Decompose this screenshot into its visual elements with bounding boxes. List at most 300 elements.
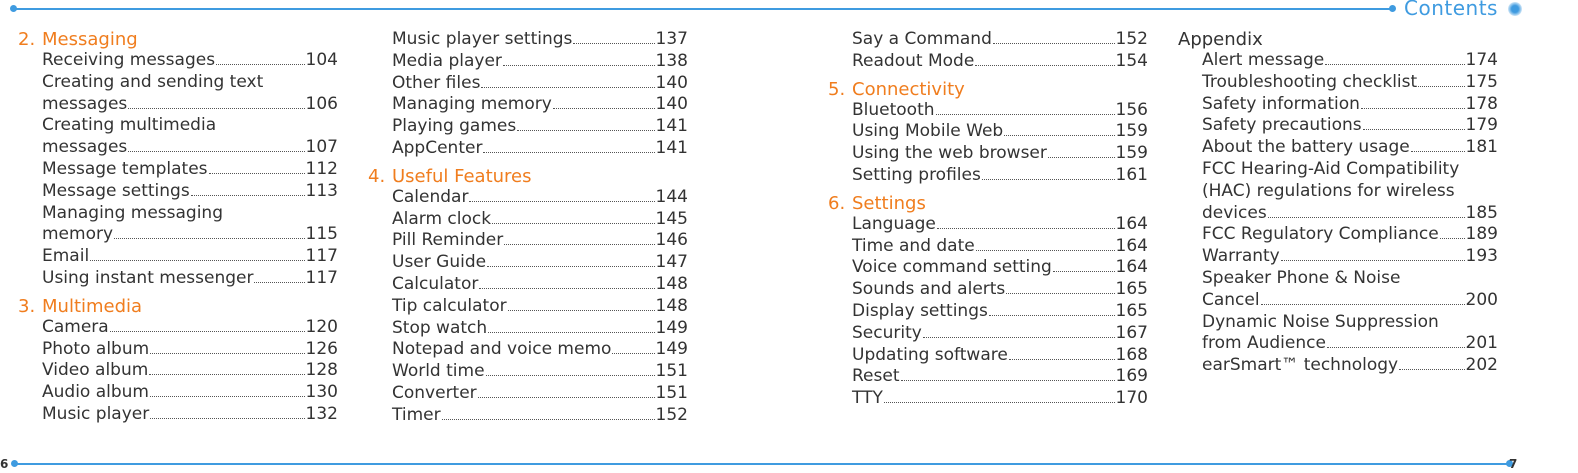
toc-entry-page: 145 (655, 208, 688, 229)
dot-leader (982, 179, 1115, 180)
toc-entry-page: 115 (305, 224, 338, 245)
toc-entry-row (1202, 290, 1498, 312)
toc-entry-label: Setting profiles (852, 164, 981, 185)
section-entries (852, 29, 1148, 73)
toc-entry-label: Music player (42, 403, 150, 424)
toc-entry-label: Notepad and voice memo (392, 339, 612, 360)
toc-section (368, 166, 688, 427)
footer-rule-dot-left (11, 460, 18, 467)
section-entries (42, 50, 338, 290)
toc-entry-page: 152 (655, 404, 688, 425)
dot-leader (110, 331, 305, 332)
dot-leader (1361, 108, 1465, 109)
toc-entry-label: Music player settings (392, 29, 573, 49)
toc-entry[interactable] (392, 230, 688, 252)
toc-entry[interactable] (852, 236, 1148, 258)
toc-entry[interactable] (392, 29, 688, 51)
toc-section (368, 29, 688, 160)
dot-leader (936, 114, 1115, 115)
toc-entry-row (1202, 72, 1498, 94)
toc-entry[interactable] (852, 257, 1148, 279)
dot-leader (923, 337, 1115, 338)
toc-entry-page: 106 (305, 93, 338, 114)
toc-entry-page: 164 (1115, 213, 1148, 234)
section-number: 5. (828, 78, 846, 100)
toc-entry[interactable] (392, 187, 688, 209)
toc-entry-label: Alert message (1202, 50, 1325, 70)
section-heading[interactable] (828, 193, 1148, 214)
toc-entry-row (392, 405, 688, 427)
section-entries (392, 29, 688, 160)
toc-entry-row (392, 361, 688, 383)
toc-entry[interactable] (42, 181, 338, 203)
toc-entry-label: Calculator (392, 273, 479, 294)
toc-entry-label: memory (42, 224, 114, 245)
toc-entry[interactable] (852, 100, 1148, 122)
toc-entry[interactable] (392, 138, 688, 160)
toc-entry-row (392, 230, 688, 252)
toc-entry-row (392, 51, 688, 73)
toc-section (18, 296, 338, 426)
toc-entry-row (392, 94, 688, 116)
toc-entry-row (42, 181, 338, 203)
toc-entry-page: 151 (655, 382, 688, 403)
toc-entry-label: Time and date (852, 235, 975, 256)
dot-leader (150, 396, 305, 397)
toc-entry[interactable] (852, 301, 1148, 323)
toc-entry-page: 159 (1115, 121, 1148, 142)
toc-entry-row (852, 51, 1148, 73)
toc-entry-row (852, 301, 1148, 323)
toc-entry-page: 138 (655, 50, 688, 71)
toc-entry-label: World time (392, 361, 485, 382)
section-title: Appendix (1178, 29, 1263, 50)
toc-entry-page: 178 (1465, 93, 1498, 114)
dot-leader (573, 43, 654, 44)
section-entries (852, 100, 1148, 187)
toc-entry[interactable] (42, 203, 338, 247)
section-title: Multimedia (42, 295, 143, 317)
toc-entry-label: AppCenter (392, 137, 483, 158)
toc-entry-row (1202, 115, 1498, 137)
toc-entry-page: 165 (1115, 279, 1148, 300)
toc-entry-row (42, 94, 338, 116)
toc-entry-label: Reset (852, 366, 900, 387)
toc-entry[interactable] (1202, 355, 1498, 377)
toc-entry-label: Updating software (852, 344, 1008, 365)
dot-leader (128, 151, 304, 152)
toc-entry-text-line: Dynamic Noise Suppression (1202, 311, 1439, 332)
toc-entry-page: 167 (1115, 322, 1148, 343)
toc-entry-row (1202, 50, 1498, 72)
toc-entry[interactable] (42, 268, 338, 290)
toc-entry-text-line: Speaker Phone & Noise (1202, 267, 1401, 288)
toc-entry-page: 170 (1115, 388, 1148, 409)
toc-entry-row (42, 404, 338, 426)
dot-leader (1004, 135, 1114, 136)
toc-entry-row (42, 137, 338, 159)
toc-entry-text-line: (HAC) regulations for wireless (1202, 180, 1455, 201)
toc-entry-page: 140 (655, 94, 688, 115)
dot-leader (553, 108, 655, 109)
dot-leader (469, 201, 654, 202)
dot-leader (191, 195, 305, 196)
header-rule-dot-left (10, 5, 17, 12)
toc-entry[interactable] (392, 116, 688, 138)
toc-entry-row (392, 138, 688, 160)
dot-leader (612, 353, 654, 354)
toc-entry[interactable] (852, 345, 1148, 367)
toc-entry-label: Playing games (392, 116, 517, 137)
toc-entry-label: earSmart™ technology (1202, 355, 1399, 376)
toc-entry[interactable] (42, 404, 338, 426)
toc-entry-row (42, 339, 338, 361)
toc-entry-label: Photo album (42, 338, 150, 359)
toc-column-2 (368, 29, 688, 433)
toc-entry-label: Voice command setting (852, 257, 1052, 278)
toc-entry-page: 154 (1115, 50, 1148, 71)
section-heading[interactable] (1178, 29, 1498, 50)
toc-entry[interactable] (1202, 115, 1498, 137)
toc-entry-page: 164 (1115, 257, 1148, 278)
dot-leader (209, 173, 305, 174)
page-title: Contents (1404, 0, 1498, 20)
toc-entry-page: 201 (1465, 333, 1498, 354)
toc-entry-row (852, 279, 1148, 301)
toc-entry-label: Managing memory (392, 94, 552, 115)
dot-leader (517, 130, 654, 131)
toc-entry-label: Safety precautions (1202, 115, 1362, 136)
dot-leader (503, 65, 655, 66)
toc-entry-label: Message templates (42, 158, 208, 179)
toc-entry-label: Video album (42, 360, 149, 381)
toc-entry-label: Display settings (852, 300, 988, 321)
section-number: 2. (18, 29, 36, 50)
section-entries (1202, 50, 1498, 377)
toc-entry-page: 149 (655, 317, 688, 338)
toc-entry-row (392, 383, 688, 405)
title-glow-icon (1508, 2, 1522, 16)
dot-leader (1363, 129, 1465, 130)
toc-entry-row (392, 339, 688, 361)
toc-entry-label: Camera (42, 316, 109, 337)
section-number: 6. (828, 192, 846, 214)
dot-leader (442, 419, 655, 420)
toc-entry-label: Safety information (1202, 93, 1360, 114)
toc-entry-page: 113 (305, 180, 338, 201)
toc-entry-row (42, 224, 338, 246)
toc-entry[interactable] (852, 366, 1148, 388)
toc-entry[interactable] (392, 361, 688, 383)
dot-leader (884, 402, 1115, 403)
dot-leader (504, 244, 654, 245)
toc-entry-page: 117 (305, 267, 338, 288)
toc-section (828, 193, 1148, 410)
dot-leader (481, 87, 654, 88)
dot-leader (128, 108, 304, 109)
toc-entry-page: 104 (305, 50, 338, 70)
toc-entry-page: 126 (305, 338, 338, 359)
toc-entry-label: Stop watch (392, 317, 488, 338)
toc-entry-row (392, 116, 688, 138)
toc-entry-page: 130 (305, 382, 338, 403)
dot-leader (993, 43, 1115, 44)
header-rule (12, 8, 1392, 10)
toc-entry-text-line: Managing messaging (42, 202, 223, 223)
toc-entry[interactable] (1202, 50, 1498, 72)
toc-entry[interactable] (392, 73, 688, 95)
toc-entry-page: 148 (655, 273, 688, 294)
dot-leader (483, 152, 654, 153)
toc-entry-row (1202, 137, 1498, 159)
toc-entry-page: 120 (305, 316, 338, 337)
toc-entry-row (42, 50, 338, 72)
dot-leader (149, 374, 304, 375)
toc-section (828, 79, 1148, 187)
toc-entry-row (852, 257, 1148, 279)
toc-entry-page: 168 (1115, 344, 1148, 365)
dot-leader (492, 223, 654, 224)
toc-entry-row (42, 382, 338, 404)
toc-entry-row (392, 73, 688, 95)
toc-entry[interactable] (392, 274, 688, 296)
toc-entry-row (392, 296, 688, 318)
toc-entry[interactable] (852, 214, 1148, 236)
toc-entry-row (1202, 94, 1498, 116)
toc-entry-row (852, 366, 1148, 388)
toc-entry[interactable] (42, 50, 338, 72)
header-rule-dot-right (1389, 5, 1396, 12)
toc-entry[interactable] (852, 323, 1148, 345)
toc-entry[interactable] (392, 318, 688, 340)
toc-entry-row (1202, 355, 1498, 377)
toc-entry-page: 146 (655, 230, 688, 251)
toc-entry-row (42, 268, 338, 290)
toc-entry-page: 189 (1465, 224, 1498, 245)
dot-leader (1009, 359, 1115, 360)
dot-leader (1006, 293, 1114, 294)
toc-column-1 (18, 29, 338, 432)
toc-entry[interactable] (392, 405, 688, 427)
toc-entry-page: 174 (1465, 50, 1498, 70)
toc-entry-row (392, 274, 688, 296)
toc-entry[interactable] (852, 279, 1148, 301)
section-entries (42, 317, 338, 426)
toc-entry-page: 107 (305, 137, 338, 158)
toc-entry-row (1202, 246, 1498, 268)
toc-entry-row (392, 29, 688, 51)
dot-leader (976, 250, 1115, 251)
section-heading[interactable] (828, 79, 1148, 100)
section-title: Useful Features (392, 165, 532, 187)
dot-leader (1261, 304, 1465, 305)
dot-leader (989, 315, 1115, 316)
toc-entry[interactable] (852, 388, 1148, 410)
toc-entry-label: messages (42, 137, 128, 158)
toc-entry[interactable] (1202, 137, 1498, 159)
toc-entry-page: 165 (1115, 300, 1148, 321)
toc-entry-label: Using the web browser (852, 143, 1047, 164)
toc-entry-label: Pill Reminder (392, 230, 504, 251)
toc-entry-page: 161 (1115, 164, 1148, 185)
toc-entry[interactable] (1202, 246, 1498, 268)
toc-entry-row (392, 187, 688, 209)
toc-entry[interactable] (392, 94, 688, 116)
toc-entry-row (1202, 224, 1498, 246)
toc-entry-label: TTY (852, 388, 883, 409)
dot-leader (1268, 217, 1465, 218)
toc-entry[interactable] (392, 339, 688, 361)
toc-entry[interactable] (392, 383, 688, 405)
section-number: 3. (18, 295, 36, 317)
toc-entry-row (42, 317, 338, 339)
toc-entry-row (852, 29, 1148, 51)
toc-entry[interactable] (1202, 72, 1498, 94)
toc-entry-label: FCC Regulatory Compliance (1202, 224, 1439, 245)
toc-entry[interactable] (392, 51, 688, 73)
toc-entry-page: 179 (1465, 115, 1498, 136)
toc-entry-row (42, 246, 338, 268)
toc-entry[interactable] (42, 246, 338, 268)
toc-entry-row (852, 165, 1148, 187)
toc-entry[interactable] (42, 115, 338, 159)
section-entries (392, 187, 688, 427)
dot-leader (114, 238, 305, 239)
toc-entry[interactable] (42, 339, 338, 361)
toc-entry-page: 128 (305, 360, 338, 381)
dot-leader (150, 353, 304, 354)
toc-entry[interactable] (42, 360, 338, 382)
toc-entry-label: Converter (392, 382, 477, 403)
toc-entry[interactable] (42, 382, 338, 404)
toc-entry[interactable] (392, 209, 688, 231)
toc-entry-label: Receiving messages (42, 50, 216, 70)
toc-entry-label: Warranty (1202, 246, 1280, 267)
toc-entry-page: 140 (655, 72, 688, 93)
toc-entry[interactable] (392, 296, 688, 318)
toc-entry-label: devices (1202, 202, 1267, 223)
toc-column-3 (828, 29, 1148, 416)
toc-entry-page: 141 (655, 137, 688, 158)
toc-entry-label: Alarm clock (392, 208, 492, 229)
toc-entry-row (392, 252, 688, 274)
section-heading[interactable] (18, 29, 338, 50)
dot-leader (975, 65, 1114, 66)
dot-leader (1440, 238, 1465, 239)
toc-entry[interactable] (392, 252, 688, 274)
section-entries (852, 214, 1148, 410)
dot-leader (1327, 347, 1465, 348)
toc-entry-page: 152 (1115, 29, 1148, 49)
toc-entry-text-line: Creating multimedia (42, 115, 217, 136)
toc-entry-label: Troubleshooting checklist (1202, 71, 1418, 92)
dot-leader (508, 310, 655, 311)
toc-entry[interactable] (1202, 312, 1498, 356)
toc-entry-label: Bluetooth (852, 99, 935, 120)
toc-entry[interactable] (852, 29, 1148, 51)
dot-leader (1399, 369, 1464, 370)
toc-column-4 (1178, 29, 1498, 383)
toc-entry-row (1202, 203, 1498, 225)
toc-section (18, 29, 338, 290)
toc-entry-row (852, 121, 1148, 143)
toc-entry-label: Security (852, 322, 922, 343)
toc-entry[interactable] (852, 121, 1148, 143)
toc-entry[interactable] (42, 72, 338, 116)
toc-entry-label: Using Mobile Web (852, 121, 1004, 142)
dot-leader (1411, 151, 1465, 152)
toc-entry-text-line: FCC Hearing-Aid Compatibility (1202, 158, 1460, 179)
toc-entry-page: 141 (655, 116, 688, 137)
toc-entry-label: Other files (392, 72, 481, 93)
dot-leader (1418, 86, 1464, 87)
toc-entry[interactable] (852, 165, 1148, 187)
toc-entry-page: 151 (655, 361, 688, 382)
toc-entry[interactable] (42, 159, 338, 181)
toc-entry[interactable] (1202, 268, 1498, 312)
section-heading[interactable] (18, 296, 338, 317)
toc-entry-row (392, 209, 688, 231)
toc-entry-page: 148 (655, 295, 688, 316)
section-heading[interactable] (368, 166, 688, 187)
toc-entry-label: Audio album (42, 382, 149, 403)
section-title: Settings (852, 192, 926, 214)
toc-entry[interactable] (1202, 94, 1498, 116)
toc-entry-row (852, 345, 1148, 367)
toc-entry-page: 200 (1465, 289, 1498, 310)
toc-entry[interactable] (1202, 159, 1498, 224)
section-number: 4. (368, 165, 386, 187)
toc-entry-row (852, 236, 1148, 258)
dot-leader (486, 375, 655, 376)
toc-section (1178, 29, 1498, 377)
toc-entry[interactable] (1202, 224, 1498, 246)
dot-leader (150, 418, 304, 419)
toc-entry-page: 112 (305, 158, 338, 179)
toc-entry-label: Using instant messenger (42, 267, 254, 288)
toc-entry-page: 169 (1115, 366, 1148, 387)
toc-entry-label: Email (42, 246, 90, 267)
toc-entry-page: 175 (1465, 71, 1498, 92)
toc-entry-row (852, 323, 1148, 345)
toc-entry-row (42, 360, 338, 382)
toc-entry-page: 144 (655, 186, 688, 207)
dot-leader (1048, 157, 1115, 158)
toc-entry-row (852, 100, 1148, 122)
dot-leader (478, 397, 655, 398)
toc-entry-label: Say a Command (852, 29, 992, 49)
toc-entry[interactable] (852, 143, 1148, 165)
page-number-left: 6 (0, 457, 9, 471)
toc-entry-page: 164 (1115, 235, 1148, 256)
toc-entry-page: 147 (655, 252, 688, 273)
toc-entry[interactable] (42, 317, 338, 339)
toc-entry-row (852, 388, 1148, 410)
toc-entry-row (392, 318, 688, 340)
toc-entry-label: from Audience (1202, 333, 1326, 354)
dot-leader (488, 332, 654, 333)
toc-entry-page: 132 (305, 403, 338, 424)
toc-entry-label: User Guide (392, 252, 487, 273)
toc-entry-label: Calendar (392, 186, 469, 207)
toc-section (828, 29, 1148, 73)
toc-entry-label: Cancel (1202, 289, 1260, 310)
dot-leader (487, 266, 654, 267)
toc-entry-text-line: Creating and sending text (42, 71, 264, 92)
dot-leader (937, 228, 1115, 229)
toc-entry-row (1202, 333, 1498, 355)
toc-entry[interactable] (852, 51, 1148, 73)
